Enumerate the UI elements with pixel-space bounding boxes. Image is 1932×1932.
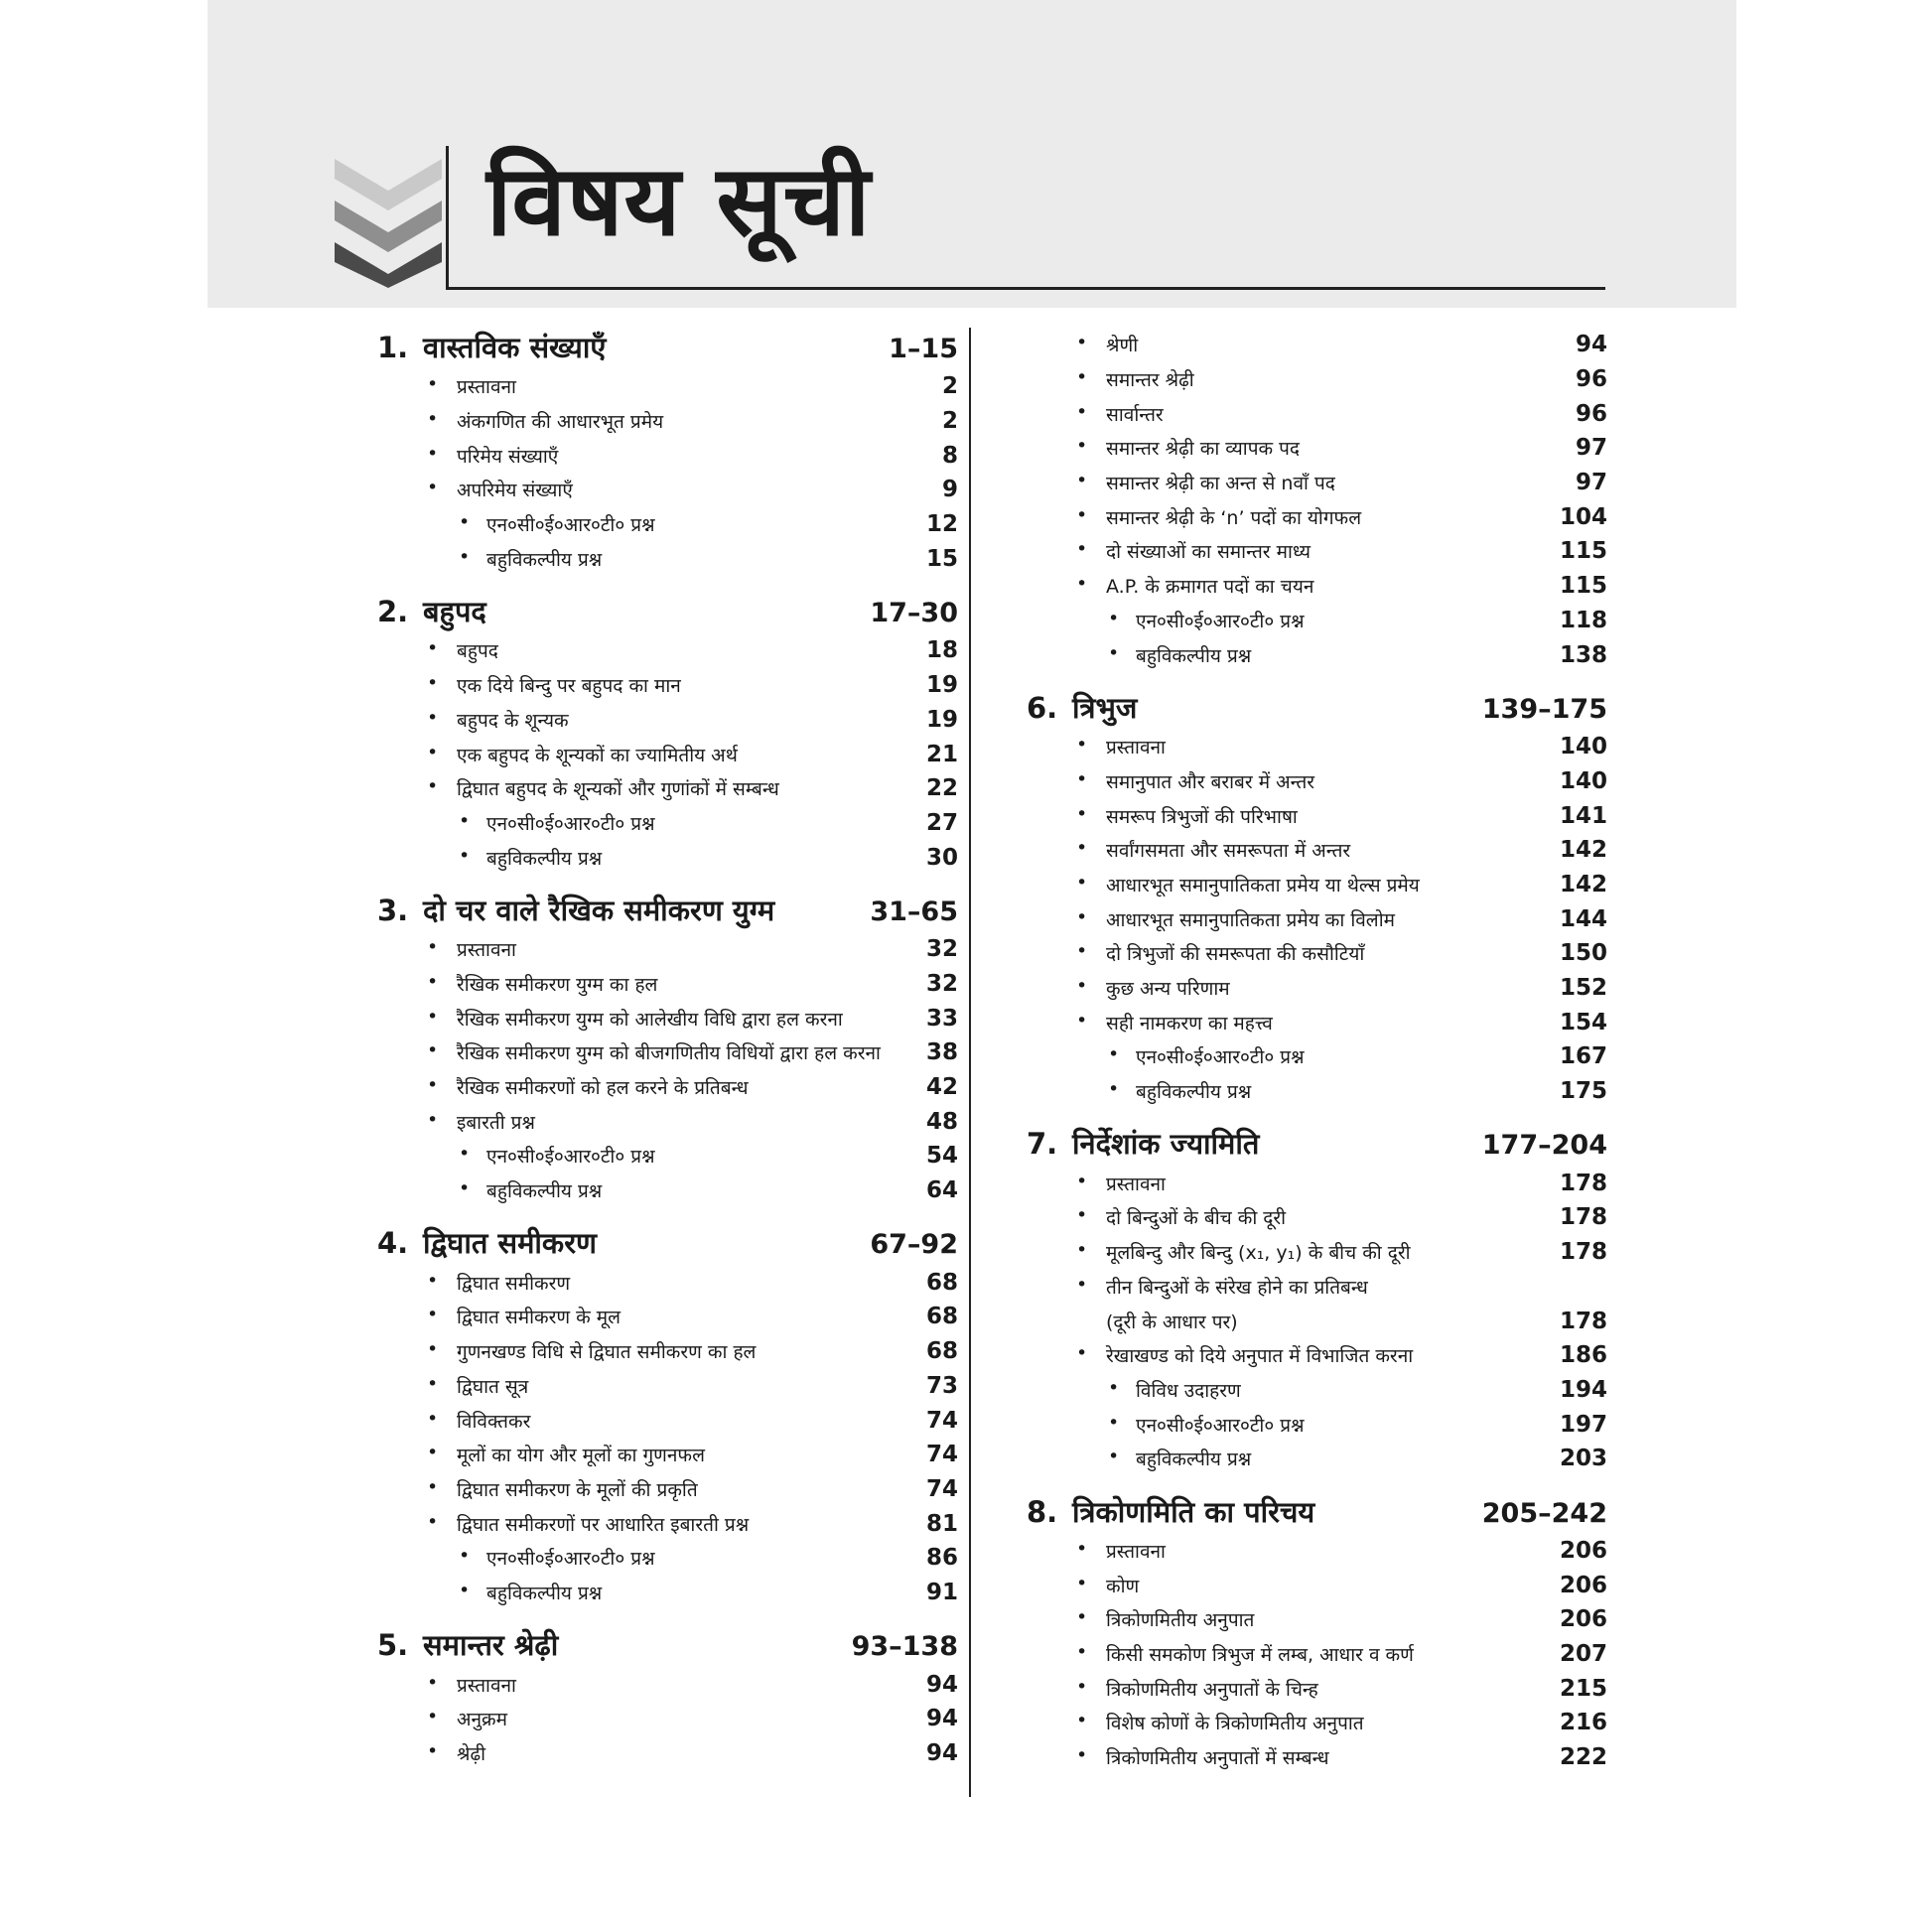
toc-subitem	[1027, 637, 1607, 672]
toc-item	[1027, 764, 1607, 799]
item-label: • द्विघात सूत्र	[377, 1373, 528, 1399]
chapter-pages: 177–204	[1481, 1130, 1607, 1162]
toc-item	[1027, 833, 1607, 868]
chapter-title-wrap	[377, 1223, 597, 1262]
item-page: 94	[925, 1740, 958, 1767]
chapter-title: वास्तविक संख्याएँ	[423, 331, 607, 364]
toc-item	[1027, 1637, 1607, 1672]
toc-left-column	[377, 328, 958, 1770]
item-page: 194	[1559, 1376, 1607, 1403]
chapter-number: 5.	[377, 1628, 409, 1663]
toc-subitem	[1027, 1074, 1607, 1109]
item-label: • रैखिक समीकरण युग्म को आलेखीय विधि द्वारा हल करना	[377, 1006, 843, 1032]
item-label: • बहुविकल्पीय प्रश्न	[377, 845, 602, 871]
chapter-heading	[377, 1625, 958, 1667]
item-label: • इबारती प्रश्न	[377, 1109, 535, 1135]
item-label: • विविक्तकर	[377, 1408, 530, 1434]
item-label: • प्रस्तावना	[1027, 734, 1166, 759]
item-page: 54	[925, 1143, 958, 1170]
item-page: 86	[925, 1545, 958, 1572]
toc-item	[377, 1035, 958, 1070]
item-page: 207	[1559, 1641, 1607, 1668]
toc-item	[1027, 431, 1607, 466]
item-label: • श्रेढ़ी	[377, 1740, 485, 1766]
item-label: • अंकगणित की आधारभूत प्रमेय	[377, 408, 663, 434]
toc-item	[377, 1104, 958, 1139]
toc-item	[1027, 1671, 1607, 1706]
item-page: 94	[925, 1671, 958, 1698]
toc-item	[1027, 1200, 1607, 1235]
item-page: 74	[925, 1407, 958, 1434]
item-label: • द्विघात समीकरण के मूल	[377, 1304, 621, 1329]
toc-item	[1027, 1534, 1607, 1569]
item-page: 140	[1559, 767, 1607, 794]
item-page: 115	[1559, 538, 1607, 565]
item-page: 2	[941, 408, 958, 435]
item-label: • कुछ अन्य परिणाम	[1027, 975, 1230, 1001]
toc-item	[377, 1369, 958, 1404]
item-label: • आधारभूत समानुपातिकता प्रमेय या थेल्स प्रमेय	[1027, 872, 1420, 897]
item-label: • अपरिमेय संख्याएँ	[377, 477, 573, 502]
chapter-pages: 31–65	[870, 896, 958, 927]
item-page: 216	[1559, 1710, 1607, 1736]
item-page: 206	[1559, 1606, 1607, 1633]
chapter-number: 6.	[1027, 690, 1058, 725]
item-label: • रैखिक समीकरण युग्म को बीजगणितीय विधियों द्वारा हल करना	[377, 1039, 881, 1065]
item-page: 9	[941, 477, 958, 503]
item-label: • बहुपद के शून्यक	[377, 707, 569, 733]
item-page: 42	[925, 1074, 958, 1101]
item-label: • A.P. के क्रमागत पदों का चयन	[1027, 573, 1313, 599]
item-label: • दो संख्याओं का समान्तर माध्य	[1027, 538, 1311, 564]
toc-item	[377, 1070, 958, 1105]
item-label: • विशेष कोणों के त्रिकोणमितीय अनुपात	[1027, 1710, 1364, 1735]
chapter-title: दो चर वाले रैखिक समीकरण युग्म	[423, 893, 775, 927]
item-page: 178	[1559, 1308, 1607, 1334]
item-page: 97	[1575, 435, 1607, 462]
item-page: 22	[925, 775, 958, 802]
toc-subitem	[1027, 1039, 1607, 1074]
toc-item	[1027, 1304, 1607, 1338]
item-page: 21	[925, 741, 958, 767]
toc-item	[377, 633, 958, 668]
chapter-heading	[377, 328, 958, 369]
item-page: 18	[925, 637, 958, 664]
item-page: 178	[1559, 1239, 1607, 1266]
item-page: 115	[1559, 573, 1607, 600]
item-page: 96	[1575, 400, 1607, 427]
chapter-number: 7.	[1027, 1127, 1058, 1162]
item-label: • सही नामकरण का महत्त्व	[1027, 1010, 1273, 1035]
toc-item	[377, 1438, 958, 1472]
toc-subitem	[377, 1139, 958, 1173]
item-page: 222	[1559, 1744, 1607, 1771]
item-label: • रैखिक समीकरण युग्म का हल	[377, 971, 657, 997]
item-label: • दो बिन्दुओं के बीच की दूरी	[1027, 1204, 1286, 1230]
toc-item	[1027, 328, 1607, 362]
item-label: • प्रस्तावना	[377, 1672, 516, 1698]
chapter-heading	[1027, 1124, 1607, 1166]
item-page: 19	[925, 672, 958, 699]
toc-item	[1027, 1706, 1607, 1740]
item-label: • सार्वान्तर	[1027, 401, 1164, 427]
item-page: 2	[941, 373, 958, 400]
toc-item	[377, 1702, 958, 1736]
item-label: • आधारभूत समानुपातिकता प्रमेय का विलोम	[1027, 906, 1395, 932]
toc-subitem	[1027, 1373, 1607, 1408]
item-label: • अनुक्रम	[377, 1706, 507, 1731]
toc-item	[377, 1506, 958, 1541]
toc-item	[1027, 1568, 1607, 1602]
toc-item	[1027, 362, 1607, 397]
item-label: • दो त्रिभुजों की समरूपता की कसौटियाँ	[1027, 940, 1364, 966]
item-page: 141	[1559, 802, 1607, 829]
toc-subitem	[1027, 1442, 1607, 1476]
item-page: 178	[1559, 1204, 1607, 1231]
toc-item	[1027, 1005, 1607, 1039]
item-page: 186	[1559, 1342, 1607, 1369]
toc-subitem	[377, 507, 958, 542]
toc-subitem	[377, 1576, 958, 1610]
column-divider	[969, 328, 971, 1797]
item-page: 206	[1559, 1537, 1607, 1564]
item-label: • मूलबिन्दु और बिन्दु (x₁, y₁) के बीच की दूरी	[1027, 1239, 1411, 1265]
chapter-title-wrap	[377, 592, 486, 630]
toc-item	[1027, 396, 1607, 431]
chapter-title: द्विघात समीकरण	[423, 1226, 598, 1261]
item-label: • द्विघात बहुपद के शून्यकों और गुणांकों में सम्बन्ध	[377, 775, 779, 801]
chapter-title-wrap	[377, 891, 774, 929]
item-page: 68	[925, 1269, 958, 1296]
item-label: • विविध उदाहरण	[1027, 1377, 1241, 1403]
item-label: • बहुविकल्पीय प्रश्न	[1027, 642, 1251, 668]
toc-subitem	[377, 806, 958, 841]
chevron-down-icon	[335, 159, 442, 288]
item-label: • समानुपात और बराबर में अन्तर	[1027, 768, 1314, 794]
item-label: • रेखाखण्ड को दिये अनुपात में विभाजित करना	[1027, 1342, 1413, 1368]
item-label: • श्रेणी	[1027, 332, 1138, 357]
item-page: 73	[925, 1372, 958, 1399]
title-rule-horizontal	[446, 287, 1605, 290]
item-label: • परिमेय संख्याएँ	[377, 443, 558, 469]
item-page: 142	[1559, 837, 1607, 864]
item-label: • एन०सी०ई०आर०टी० प्रश्न	[1027, 1043, 1305, 1069]
item-label: • एन०सी०ई०आर०टी० प्रश्न	[377, 511, 655, 537]
item-page: 27	[925, 809, 958, 836]
item-page: 74	[925, 1475, 958, 1502]
toc-item	[377, 438, 958, 473]
toc-item	[377, 668, 958, 703]
toc-item	[377, 1001, 958, 1035]
toc-item	[1027, 499, 1607, 534]
item-page: 30	[925, 844, 958, 871]
item-page: 175	[1559, 1078, 1607, 1105]
toc-item	[377, 473, 958, 507]
item-page: 64	[925, 1177, 958, 1204]
item-page: 138	[1559, 641, 1607, 668]
item-page: 94	[1575, 332, 1607, 358]
toc-item	[377, 932, 958, 967]
item-page: 197	[1559, 1411, 1607, 1438]
item-label: • मूलों का योग और मूलों का गुणनफल	[377, 1442, 705, 1467]
toc-item	[377, 967, 958, 1002]
chapter-pages: 93–138	[851, 1631, 958, 1663]
item-label: • बहुविकल्पीय प्रश्न	[377, 1580, 602, 1605]
item-label: • समान्तर श्रेढ़ी	[1027, 366, 1194, 392]
toc-subitem	[377, 840, 958, 875]
chapter-title-wrap	[377, 1625, 558, 1664]
toc-item	[377, 1736, 958, 1771]
chapter-title: समान्तर श्रेढ़ी	[423, 1628, 559, 1663]
toc-item	[1027, 1166, 1607, 1200]
item-label: • सर्वांगसमता और समरूपता में अन्तर	[1027, 837, 1350, 863]
toc-item	[1027, 1235, 1607, 1270]
item-label: • त्रिकोणमितीय अनुपातों में सम्बन्ध	[1027, 1744, 1329, 1770]
toc-item	[1027, 466, 1607, 500]
item-page: 178	[1559, 1170, 1607, 1196]
chapter-pages: 205–242	[1481, 1497, 1607, 1529]
chapter-title-wrap	[1027, 1492, 1314, 1531]
toc-subitem	[1027, 604, 1607, 638]
toc-item	[1027, 1270, 1607, 1305]
toc-item	[377, 1472, 958, 1507]
item-label: • बहुविकल्पीय प्रश्न	[1027, 1446, 1251, 1471]
item-label: • एक दिये बिन्दु पर बहुपद का मान	[377, 672, 681, 698]
item-label: • द्विघात समीकरण	[377, 1270, 570, 1296]
item-page: 19	[925, 706, 958, 733]
chapter-heading	[377, 592, 958, 633]
item-label: • गुणनखण्ड विधि से द्विघात समीकरण का हल	[377, 1338, 756, 1364]
item-page: 32	[925, 936, 958, 963]
toc-item	[1027, 1338, 1607, 1373]
toc-item	[377, 1403, 958, 1438]
item-page: 154	[1559, 1009, 1607, 1035]
item-label: • प्रस्तावना	[1027, 1538, 1166, 1564]
item-page: 203	[1559, 1446, 1607, 1472]
page-title: विषय सूची	[486, 145, 872, 258]
item-page: 48	[925, 1108, 958, 1135]
item-page: 96	[1575, 366, 1607, 393]
item-page: 38	[925, 1039, 958, 1066]
item-page: 12	[925, 511, 958, 538]
toc-item	[377, 1265, 958, 1300]
chapter-pages: 67–92	[870, 1229, 958, 1261]
toc-item	[1027, 1740, 1607, 1775]
chapter-title-wrap	[1027, 688, 1137, 727]
toc-item	[377, 1334, 958, 1369]
item-label: • बहुविकल्पीय प्रश्न	[377, 1177, 602, 1203]
chapter-number: 8.	[1027, 1494, 1058, 1529]
toc-subitem	[377, 1173, 958, 1208]
chapter-title-wrap	[1027, 1124, 1259, 1163]
item-label: • त्रिकोणमितीय अनुपातों के चिन्ह	[1027, 1676, 1318, 1702]
item-page: 150	[1559, 940, 1607, 967]
toc-item	[377, 404, 958, 439]
toc-item	[377, 369, 958, 404]
toc-item	[1027, 868, 1607, 902]
toc-item	[377, 771, 958, 806]
title-rule-vertical	[446, 146, 449, 290]
item-label: • तीन बिन्दुओं के संरेख होने का प्रतिबन्ध	[1027, 1274, 1368, 1300]
item-page: 97	[1575, 470, 1607, 496]
item-page: 167	[1559, 1043, 1607, 1070]
item-page: 8	[941, 442, 958, 469]
item-label: • प्रस्तावना	[377, 373, 516, 399]
chapter-number: 3.	[377, 893, 409, 927]
chapter-heading	[1027, 1492, 1607, 1534]
toc-item	[1027, 569, 1607, 604]
toc-item	[377, 703, 958, 738]
chapter-title: त्रिभुज	[1072, 690, 1138, 725]
item-label: (दूरी के आधार पर)	[1106, 1311, 1238, 1333]
item-label: • किसी समकोण त्रिभुज में लम्ब, आधार व कर्ण	[1027, 1641, 1414, 1667]
item-label: • एन०सी०ई०आर०टी० प्रश्न	[377, 1545, 655, 1571]
toc-subitem	[1027, 1407, 1607, 1442]
item-page: 142	[1559, 871, 1607, 897]
toc-item	[377, 1300, 958, 1334]
item-label: • एन०सी०ई०आर०टी० प्रश्न	[1027, 608, 1305, 633]
chapter-title: निर्देशांक ज्यामिति	[1072, 1127, 1260, 1162]
item-label: • समान्तर श्रेढ़ी का अन्त से nवाँ पद	[1027, 470, 1335, 495]
toc-item	[1027, 534, 1607, 569]
item-label: • द्विघात समीकरण के मूलों की प्रकृति	[377, 1476, 698, 1502]
chapter-heading	[377, 1223, 958, 1265]
toc-item	[1027, 901, 1607, 936]
chapter-pages: 1–15	[889, 334, 958, 364]
item-page: 144	[1559, 905, 1607, 932]
toc-item	[1027, 1602, 1607, 1637]
chapter-number: 4.	[377, 1226, 409, 1261]
item-label: • प्रस्तावना	[1027, 1171, 1166, 1196]
item-label: • समरूप त्रिभुजों की परिभाषा	[1027, 803, 1298, 829]
item-label: • रैखिक समीकरणों को हल करने के प्रतिबन्ध	[377, 1074, 749, 1100]
item-page: 68	[925, 1304, 958, 1330]
toc-subitem	[377, 1541, 958, 1576]
item-page: 91	[925, 1579, 958, 1605]
item-label: • एन०सी०ई०आर०टी० प्रश्न	[1027, 1412, 1305, 1438]
item-label: • प्रस्तावना	[377, 936, 516, 962]
item-page: 33	[925, 1005, 958, 1032]
item-label: • द्विघात समीकरणों पर आधारित इबारती प्रश्न	[377, 1511, 749, 1537]
item-label: • एन०सी०ई०आर०टी० प्रश्न	[377, 810, 655, 836]
item-page: 68	[925, 1338, 958, 1365]
toc-item	[377, 1667, 958, 1702]
item-label: • बहुपद	[377, 637, 498, 663]
toc-item	[1027, 798, 1607, 833]
item-page: 104	[1559, 503, 1607, 530]
chapter-heading	[377, 891, 958, 932]
item-label: • बहुविकल्पीय प्रश्न	[377, 546, 602, 572]
toc-subitem	[377, 541, 958, 576]
item-page: 152	[1559, 975, 1607, 1002]
toc-item	[1027, 730, 1607, 764]
item-page: 81	[925, 1510, 958, 1537]
item-label: • एक बहुपद के शून्यकों का ज्यामितीय अर्थ	[377, 742, 738, 767]
item-label: • बहुविकल्पीय प्रश्न	[1027, 1078, 1251, 1104]
item-page: 94	[925, 1706, 958, 1732]
chapter-title-wrap	[377, 328, 606, 366]
item-label: • कोण	[1027, 1573, 1139, 1598]
chapter-title: बहुपद	[423, 595, 486, 629]
toc-right-column	[1027, 328, 1607, 1774]
chapter-number: 1.	[377, 331, 409, 364]
item-page: 32	[925, 970, 958, 997]
item-page: 118	[1559, 607, 1607, 633]
item-label: • समान्तर श्रेढ़ी के ‘n’ पदों का योगफल	[1027, 504, 1361, 530]
item-page: 15	[925, 545, 958, 572]
toc-item	[1027, 936, 1607, 971]
toc-item	[1027, 971, 1607, 1006]
item-label: • त्रिकोणमितीय अनुपात	[1027, 1606, 1254, 1632]
item-page: 140	[1559, 734, 1607, 760]
item-label: • एन०सी०ई०आर०टी० प्रश्न	[377, 1143, 655, 1169]
item-label: • समान्तर श्रेढ़ी का व्यापक पद	[1027, 435, 1300, 461]
chapter-pages: 17–30	[870, 598, 958, 629]
chapter-heading	[1027, 688, 1607, 730]
item-page: 215	[1559, 1675, 1607, 1702]
item-page: 206	[1559, 1572, 1607, 1598]
chapter-pages: 139–175	[1481, 693, 1607, 725]
toc-item	[377, 737, 958, 771]
chapter-number: 2.	[377, 595, 409, 629]
chapter-title: त्रिकोणमिति का परिचय	[1072, 1494, 1315, 1529]
item-page: 74	[925, 1442, 958, 1468]
